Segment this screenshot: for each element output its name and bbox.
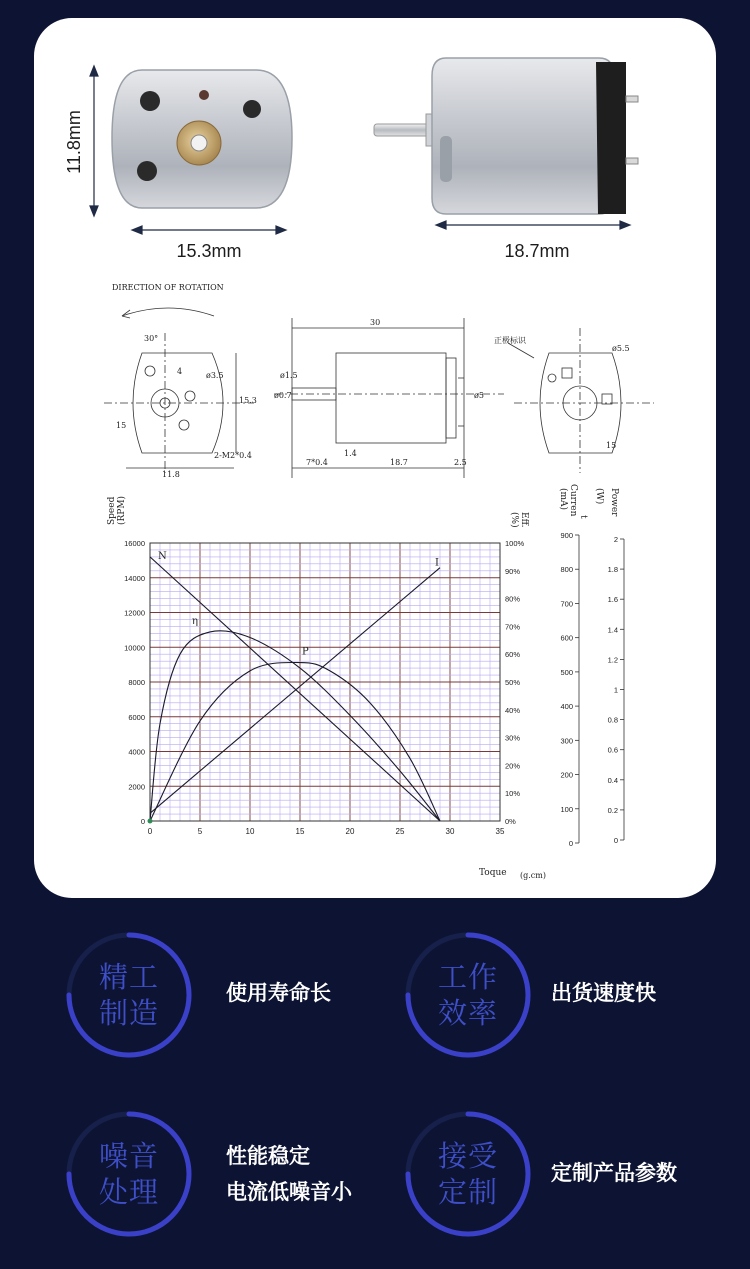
dim-rear-15: 15 — [606, 441, 617, 450]
speed-tick-label: 2000 — [128, 782, 145, 792]
power-tick-label: 1.6 — [607, 595, 618, 605]
badge-text-line2: 效率 — [437, 996, 498, 1030]
current-tick-label: 100 — [560, 804, 573, 814]
current-axis-sublabel: t — [578, 515, 588, 519]
power-tick-label: 0.4 — [607, 775, 618, 785]
eff-axis-label: Eff. — [519, 512, 529, 528]
speed-axis-unit: (RPM) — [117, 495, 127, 525]
feature-desc-precision — [226, 975, 331, 1011]
feature-desc-line1: 性能稳定 — [226, 1144, 310, 1168]
speed-tick-label: 10000 — [124, 643, 145, 653]
product-card — [34, 18, 716, 898]
current-tick-label: 400 — [560, 702, 573, 712]
series-label: N — [158, 550, 167, 562]
motor-side-photo — [374, 58, 638, 214]
series-line-current — [150, 568, 440, 814]
dim-front-153: 15.3 — [239, 396, 257, 405]
feature-desc-custom — [551, 1155, 677, 1191]
power-tick-label: 0.8 — [607, 715, 618, 725]
feature-desc-line1: 出货速度快 — [551, 981, 656, 1005]
current-tick-label: 600 — [560, 633, 573, 643]
rotation-direction-label: DIRECTION OF ROTATION — [112, 283, 224, 292]
eff-tick-label: 70% — [505, 622, 521, 632]
current-tick-label: 700 — [560, 599, 573, 609]
power-tick-label: 1.4 — [607, 625, 618, 635]
x-tick-label: 20 — [345, 827, 355, 836]
positive-mark-label: 正极标识 — [494, 336, 526, 345]
x-tick-label: 5 — [197, 827, 203, 836]
dim-side-shaft-dia: ø1.5 — [280, 371, 298, 380]
badge-text-line1: 精工 — [98, 960, 159, 994]
speed-tick-label: 4000 — [128, 747, 145, 757]
dim-rear-55: ø5.5 — [612, 344, 630, 353]
feature-badge-custom — [403, 1109, 533, 1239]
badge-text-line1: 噪音 — [98, 1139, 159, 1173]
current-axis-label: Curren — [568, 484, 578, 517]
power-axis-label: Power — [609, 488, 619, 517]
drawing-labels — [112, 283, 630, 479]
power-tick-label: 1.2 — [607, 655, 618, 665]
origin-dot — [148, 819, 153, 824]
current-tick-label: 900 — [560, 531, 573, 540]
x-tick-label: 0 — [147, 827, 153, 836]
eff-tick-label: 100% — [505, 539, 525, 548]
feature-badge-efficiency — [403, 930, 533, 1060]
speed-tick-label: 8000 — [128, 678, 145, 687]
performance-chart — [107, 484, 624, 880]
badge-text-line2: 处理 — [98, 1175, 159, 1209]
eff-tick-label: 0% — [505, 817, 516, 826]
speed-axis-label: Speed — [107, 496, 117, 525]
x-tick-label: 30 — [445, 827, 455, 836]
series-line-power — [150, 662, 440, 821]
x-axis-label: Toque — [479, 868, 507, 878]
feature-desc-line2: 电流低噪音小 — [226, 1180, 352, 1204]
eff-tick-label: 50% — [505, 678, 521, 687]
x-tick-label: 35 — [495, 827, 505, 836]
power-tick-label: 0 — [613, 836, 618, 845]
eff-tick-label: 90% — [505, 566, 521, 576]
badge-text-line2: 制造 — [98, 996, 159, 1030]
x-tick-label: 10 — [245, 827, 255, 836]
x-axis-unit: (g.cm) — [520, 871, 546, 880]
power-tick-label: 0.6 — [607, 745, 618, 755]
dim-front-hole: ø3.5 — [206, 371, 224, 380]
dim-side-187: 18.7 — [390, 458, 408, 467]
dim-angle: 30° — [144, 334, 159, 343]
current-tick-label: 500 — [560, 667, 573, 677]
feature-desc-line1: 使用寿命长 — [226, 981, 331, 1005]
speed-tick-label: 12000 — [124, 608, 145, 618]
feature-desc-noise — [226, 1138, 352, 1210]
series-label: I — [435, 557, 439, 569]
series-line-eff — [150, 631, 440, 821]
speed-tick-label: 16000 — [124, 539, 145, 548]
feature-badge-precision — [64, 930, 194, 1060]
eff-tick-label: 30% — [505, 733, 521, 743]
series-label: η — [192, 615, 198, 627]
power-axis-unit: (W) — [594, 488, 604, 505]
dim-side-5: ø5 — [474, 391, 484, 400]
dim-side-30: 30 — [370, 318, 381, 327]
front-height-label: 11.8mm — [64, 110, 84, 174]
dim-front-118: 11.8 — [162, 470, 180, 479]
dim-side-14: 1.4 — [344, 449, 357, 458]
technical-drawing — [104, 308, 654, 478]
x-tick-label: 15 — [295, 827, 305, 836]
badge-text-line2: 定制 — [437, 1175, 498, 1209]
dim-side-25: 2.5 — [454, 458, 467, 467]
series-label: P — [302, 646, 309, 658]
current-tick-label: 200 — [560, 770, 573, 780]
current-tick-label: 300 — [560, 736, 573, 746]
dim-side-74: 7*0.4 — [306, 458, 328, 467]
speed-tick-label: 0 — [140, 817, 145, 826]
speed-tick-label: 6000 — [128, 712, 145, 722]
dim-front-15: 15 — [116, 421, 127, 430]
feature-section — [0, 900, 750, 1269]
side-length-label: 18.7mm — [504, 241, 570, 261]
front-width-label: 15.3mm — [176, 241, 242, 261]
dim-front-4: 4 — [177, 367, 183, 376]
dim-front-screw: 2-M2*0.4 — [214, 451, 252, 460]
power-tick-label: 1.8 — [607, 565, 618, 575]
feature-badge-noise — [64, 1109, 194, 1239]
product-illustration — [34, 18, 716, 898]
current-tick-label: 0 — [568, 839, 573, 848]
eff-tick-label: 20% — [505, 761, 521, 771]
speed-tick-label: 14000 — [124, 573, 145, 583]
current-tick-label: 800 — [560, 565, 573, 575]
eff-tick-label: 80% — [505, 594, 521, 604]
badge-text-line1: 接受 — [437, 1139, 498, 1173]
dim-side-07: ø0.7 — [274, 391, 292, 400]
power-tick-label: 2 — [613, 535, 618, 544]
eff-tick-label: 40% — [505, 705, 521, 715]
feature-desc-efficiency — [551, 975, 656, 1011]
motor-front-photo — [112, 70, 292, 208]
eff-axis-unit: (%) — [509, 512, 519, 528]
power-tick-label: 0.2 — [607, 805, 618, 815]
feature-desc-line1: 定制产品参数 — [551, 1161, 677, 1185]
power-tick-label: 1 — [613, 685, 618, 695]
eff-tick-label: 60% — [505, 650, 521, 660]
current-axis-unit: (mA) — [558, 488, 568, 511]
x-tick-label: 25 — [395, 827, 405, 836]
badge-text-line1: 工作 — [437, 960, 498, 994]
eff-tick-label: 10% — [505, 789, 521, 799]
